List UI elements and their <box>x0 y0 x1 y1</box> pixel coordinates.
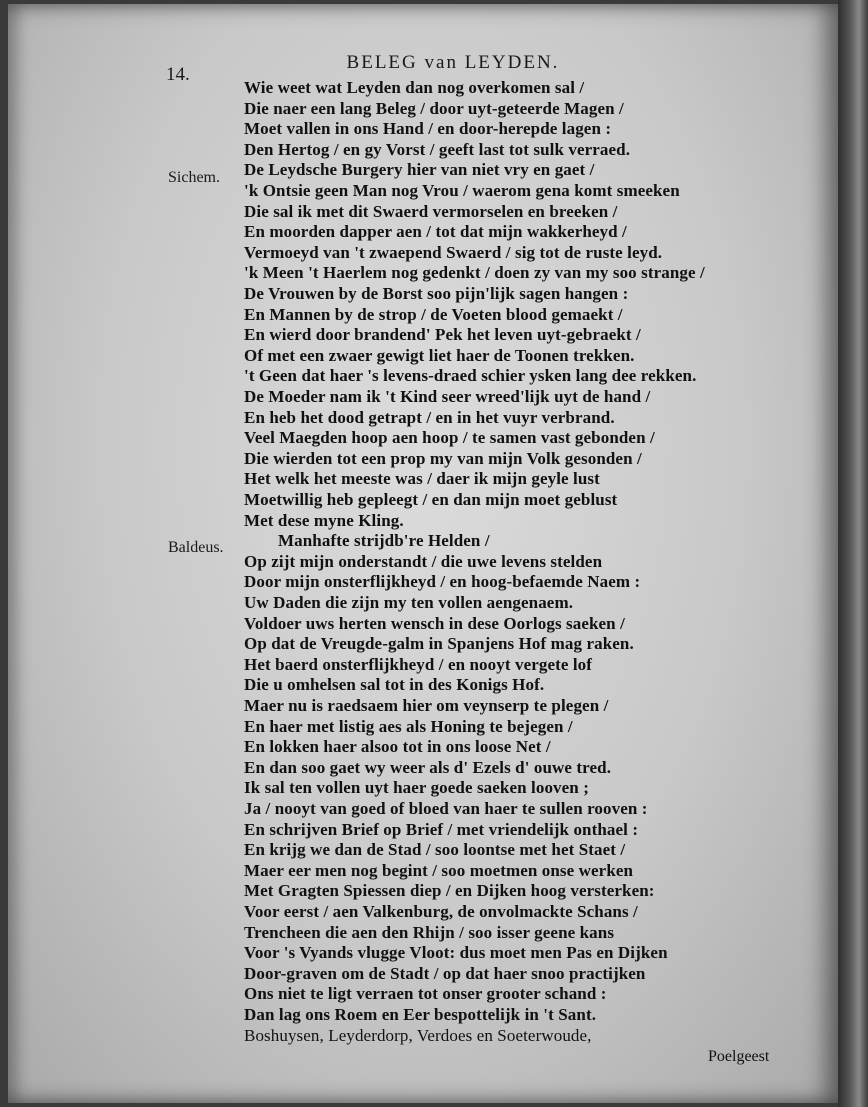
page-edge <box>838 0 868 1107</box>
verse-line: Het welk het meeste was / daer ik mijn geyle lust <box>244 469 600 488</box>
verse-line: Moet vallen in ons Hand / en door-herepde lagen : <box>244 119 612 138</box>
verse-line: En lokken haer alsoo tot in ons loose Net / <box>244 737 551 756</box>
verse-line: Veel Maegden hoop aen hoop / te samen vast gebonden / <box>244 428 655 447</box>
running-title: BELEG van LEYDEN. <box>346 52 560 73</box>
verse-line: Ons niet te ligt verraen tot onser grooter schand : <box>244 984 607 1003</box>
verse-line: Boshuysen, Leyderdorp, Verdoes en Soeterwoude, <box>244 1026 592 1045</box>
verse-line: De Moeder nam ik 't Kind seer wreed'lijk uyt de hand / <box>244 387 651 406</box>
verse-line: Of met een zwaer gewigt liet haer de Toonen trekken. <box>244 346 635 365</box>
verse-line: En haer met listig aes als Honing te bejegen / <box>244 717 573 736</box>
verse-line: Moetwillig heb gepleegt / en dan mijn moet geblust <box>244 490 618 509</box>
verse-line: En schrijven Brief op Brief / met vriendelijk onthael : <box>244 820 639 839</box>
verse-line: En dan soo gaet wy weer als d' Ezels d' ouwe tred. <box>244 758 612 777</box>
page-number: 14. <box>166 64 190 85</box>
verse-line: Vermoeyd van 't zwaepend Swaerd / sig tot de ruste leyd. <box>244 243 663 262</box>
verse-line: Den Hertog / en gy Vorst / geeft last tot sulk verraed. <box>244 140 631 159</box>
verse-line: Maer eer men nog begint / soo moetmen onse werken <box>244 861 634 880</box>
verse-line: Maer nu is raedsaem hier om veynserp te plegen / <box>244 696 609 715</box>
verse-line: De Vrouwen by de Borst soo pijn'lijk sagen hangen : <box>244 284 629 303</box>
verse-line: Voor 's Vyands vlugge Vloot: dus moet men Pas en Dijken <box>244 943 668 962</box>
verse-line: Het baerd onsterflijkheyd / en nooyt vergete lof <box>244 655 593 674</box>
verse-line: Die wierden tot een prop my van mijn Volk gesonden / <box>244 449 642 468</box>
catchword: Poelgeest <box>708 1048 770 1065</box>
verse-line: Door mijn onsterflijkheyd / en hoog-befaemde Naem : <box>244 572 641 591</box>
verse-line: Manhafte strijdb're Helden / <box>278 531 490 550</box>
speaker-label: Baldeus. <box>168 539 224 556</box>
verse-line: En wierd door brandend' Pek het leven uyt-gebraekt / <box>244 325 641 344</box>
verse-line: Ik sal ten vollen uyt haer goede saeken looven ; <box>244 778 589 797</box>
verse-line: Trencheen die aen den Rhijn / soo isser geene kans <box>244 923 615 942</box>
verse-line: Die u omhelsen sal tot in des Konigs Hof. <box>244 675 545 694</box>
verse-line: Door-graven om de Stadt / op dat haer snoo practijken <box>244 964 646 983</box>
verse-line: En Mannen by de strop / de Voeten blood gemaekt / <box>244 305 623 324</box>
running-header <box>8 52 838 85</box>
verse-line: Wie weet wat Leyden dan nog overkomen sal / <box>244 78 585 97</box>
verse-line: Op zijt mijn onderstandt / die uwe levens stelden <box>244 552 603 571</box>
verse-line: Die naer een lang Beleg / door uyt-geteerde Magen / <box>244 99 624 118</box>
verse-line: Op dat de Vreugde-galm in Spanjens Hof mag raken. <box>244 634 634 653</box>
verse-line: Ja / nooyt van goed of bloed van haer te sullen rooven : <box>244 799 648 818</box>
verse-line: En moorden dapper aen / tot dat mijn wakkerheyd / <box>244 222 627 241</box>
book-page <box>8 4 838 1103</box>
verse-line: Dan lag ons Roem en Eer bespottelijk in 't Sant. <box>244 1005 597 1024</box>
verse-line: 'k Meen 't Haerlem nog gedenkt / doen zy van my soo strange / <box>244 263 705 282</box>
verse-line: 'k Ontsie geen Man nog Vrou / waerom gena komt smeeken <box>244 181 680 200</box>
verse-line: Met Gragten Spiessen diep / en Dijken hoog versterken: <box>244 881 655 900</box>
speaker-label: Sichem. <box>168 169 220 186</box>
verse-line: Voldoer uws herten wensch in dese Oorlogs saeken / <box>244 614 625 633</box>
verse-line: De Leydsche Burgery hier van niet vry en gaet / <box>244 160 595 179</box>
verse-line: Voor eerst / aen Valkenburg, de onvolmackte Schans / <box>244 902 638 921</box>
verse-line: Uw Daden die zijn my ten vollen aengenaem. <box>244 593 574 612</box>
verse-line: Met dese myne Kling. <box>244 511 404 530</box>
verse-line: En heb het dood getrapt / en in het vuyr verbrand. <box>244 408 615 427</box>
verse-line: 't Geen dat haer 's levens-draed schier ysken lang dee rekken. <box>244 366 697 385</box>
verse-line: Die sal ik met dit Swaerd vermorselen en breeken / <box>244 202 618 221</box>
verse-line: En krijg we dan de Stad / soo loontse met het Staet / <box>244 840 626 859</box>
